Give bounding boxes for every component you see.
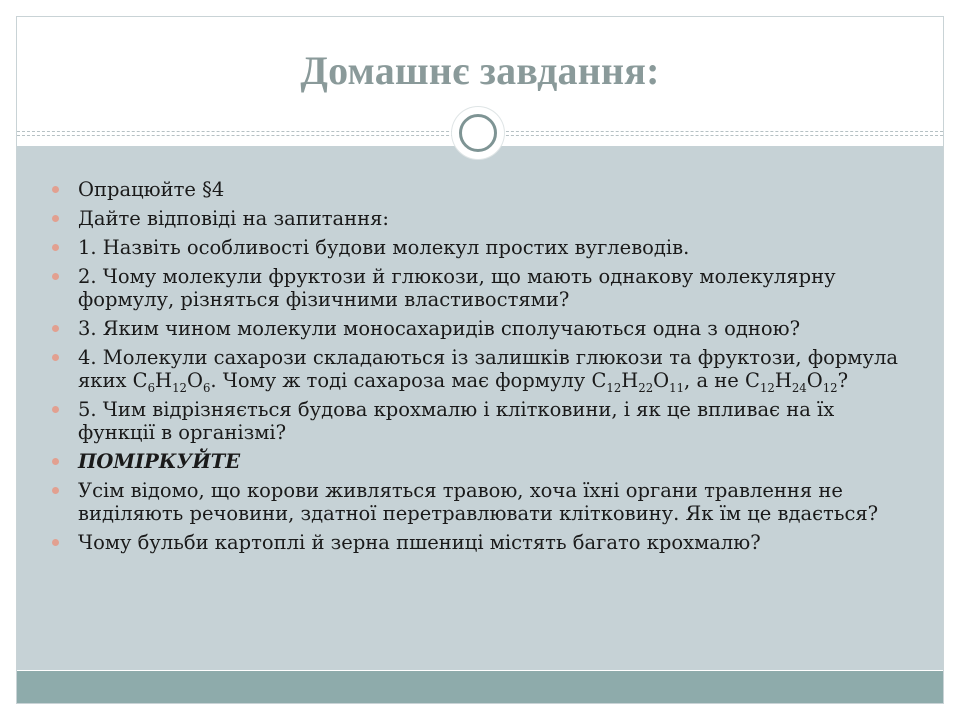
list-item	[52, 317, 912, 340]
bullet-dot-icon	[52, 458, 59, 465]
list-item	[52, 398, 912, 444]
list-item	[52, 450, 912, 473]
bullet-dot-icon	[52, 215, 59, 222]
list-item-text: 1. Назвіть особливості будови молекул простих вуглеводів.	[78, 236, 690, 259]
bullet-dot-icon	[52, 406, 59, 413]
list-item-text: Чому бульби картоплі й зерна пшениці містять багато крохмалю?	[78, 531, 761, 554]
list-item-text: 2. Чому молекули фруктози й глюкози, що мають однакову молекулярну формулу, різняться фізичними властивостями?	[78, 265, 836, 311]
footer-bar	[17, 671, 943, 703]
divider-circle-ornament	[452, 107, 504, 159]
bullet-dot-icon	[52, 244, 59, 251]
list-item	[52, 178, 912, 201]
slide-title: Домашнє завдання:	[300, 48, 660, 93]
bullet-dot-icon	[52, 273, 59, 280]
list-item-text: Опрацюйте §4	[78, 178, 225, 201]
list-item-text: Усім відомо, що корови живляться травою, хоча їхні органи травлення не виділяють речовини, здатної перетравлювати клітковину. Як їм це вдається?	[78, 479, 879, 525]
bullet-dot-icon	[52, 354, 59, 361]
list-item-text: 5. Чим відрізняється будова крохмалю і клітковини, і як це впливає на їх функції в організмі?	[78, 398, 835, 444]
list-item	[52, 207, 912, 230]
list-item	[52, 265, 912, 311]
list-item-text: 3. Яким чином молекули моносахаридів сполучаються одна з одною?	[78, 317, 801, 340]
list-item	[52, 346, 912, 395]
list-item-text: Дайте відповіді на запитання:	[78, 207, 389, 230]
formula-question-text: 4. Молекули сахарози складаються із залишків глюкози та фруктози, формула яких $С_6Н_{12}О_6$. Чому ж тоді сахароза має формулу $С_{12}Н_{22}О_{11}$, а не $С_{12}Н_{24}О_{12}$?	[78, 346, 898, 395]
bullet-dot-icon	[52, 186, 59, 193]
think-heading: ПОМІРКУЙТЕ	[78, 450, 241, 473]
list-item	[52, 236, 912, 259]
list-item	[52, 479, 912, 525]
bullet-dot-icon	[52, 487, 59, 494]
bullet-dot-icon	[52, 539, 59, 546]
homework-list	[52, 178, 912, 560]
list-item	[52, 531, 912, 554]
circle-ring-icon	[459, 114, 497, 152]
bullet-dot-icon	[52, 325, 59, 332]
